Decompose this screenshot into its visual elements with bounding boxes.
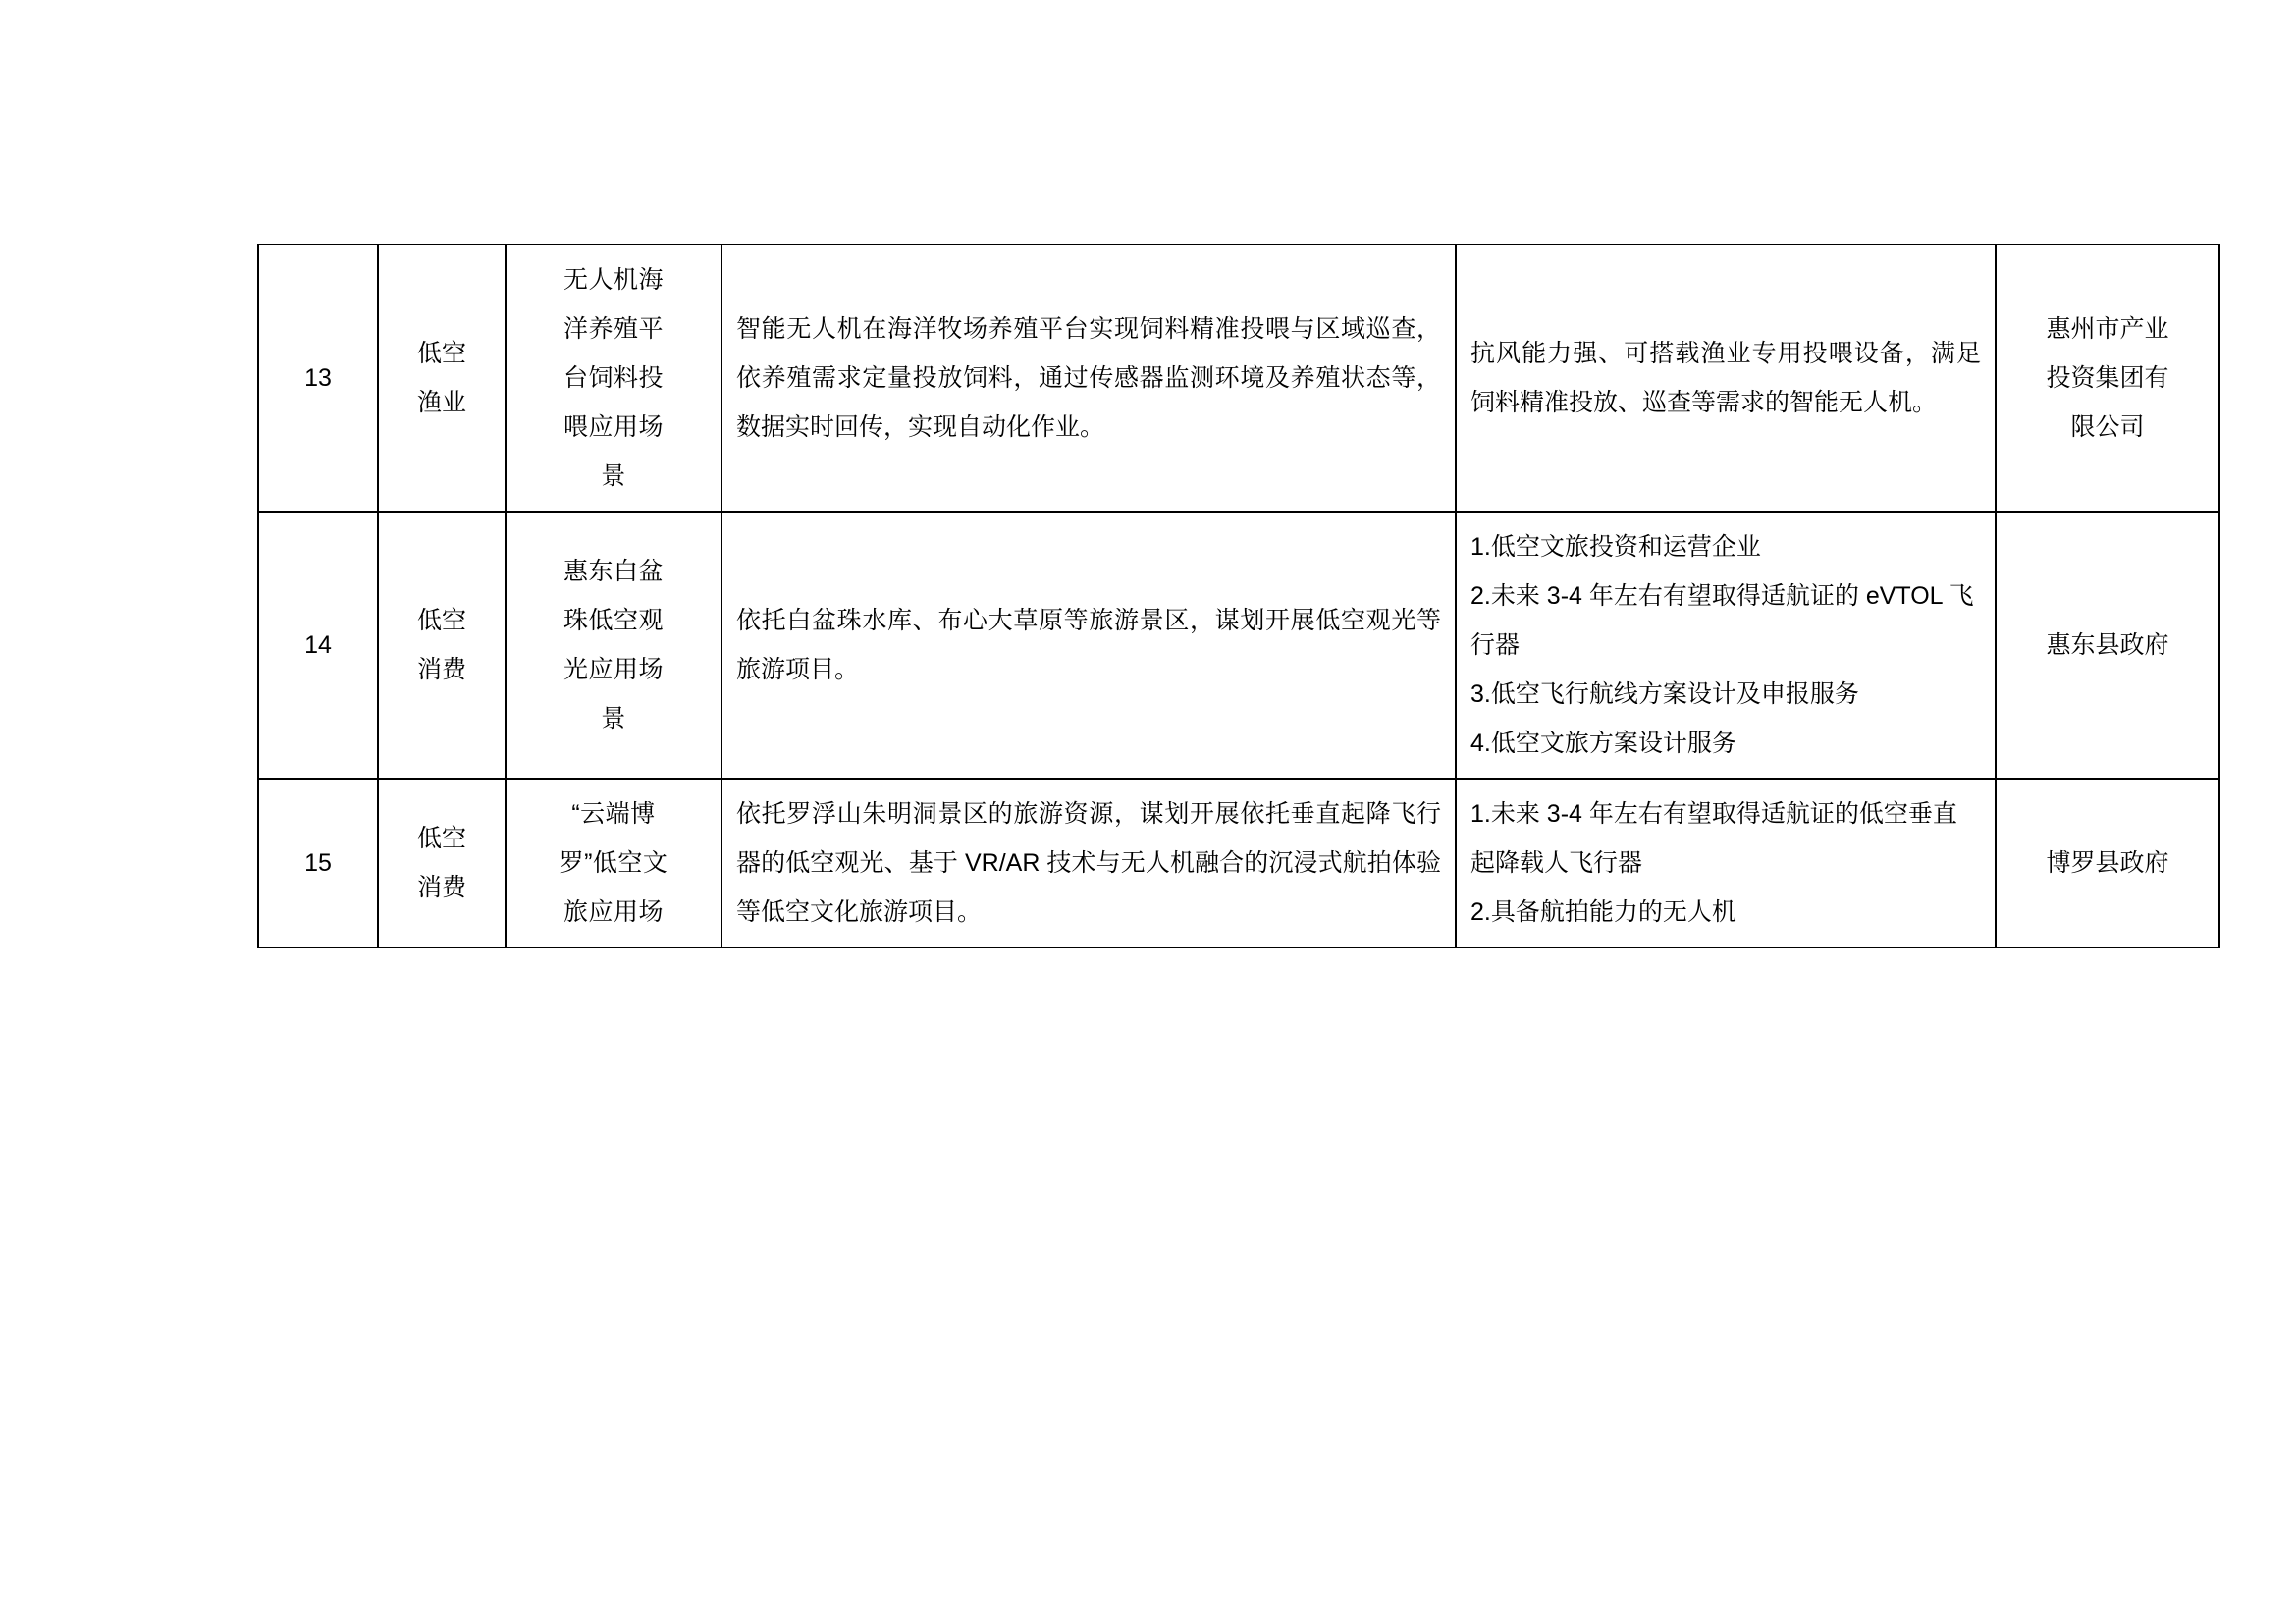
- row-scenario-name-line: “云端博: [571, 800, 656, 828]
- row-scenario-name-line: 罗”低空文: [559, 849, 668, 877]
- row-scenario-name-line: 无人机海: [562, 266, 664, 294]
- row-scenario-name: [506, 779, 721, 947]
- row-unit-line: 限公司: [2070, 413, 2145, 441]
- row-scenario-name-line: 惠东白盆: [562, 558, 664, 585]
- row-description: 依托白盆珠水库、布心大草原等旅游景区，谋划开展低空观光等旅游项目。: [721, 512, 1456, 779]
- row-number: 14: [258, 512, 378, 779]
- row-scenario-name: [506, 244, 721, 512]
- row-needs-item: 1.低空文旅投资和运营企业: [1470, 533, 1761, 561]
- table-row: [258, 512, 2219, 779]
- row-scenario-name-line: 光应用场: [562, 656, 664, 683]
- row-scenario-name-line: 洋养殖平: [562, 315, 664, 343]
- row-needs: [1456, 244, 1996, 512]
- row-unit: [1996, 244, 2219, 512]
- row-unit: [1996, 779, 2219, 947]
- row-scenario-name-line: 景: [601, 462, 626, 490]
- row-unit: [1996, 512, 2219, 779]
- row-scenario-name-line: 珠低空观: [562, 607, 664, 634]
- row-scenario-name: [506, 512, 721, 779]
- row-field-line: 低空: [416, 825, 466, 852]
- row-needs-item: 1.未来 3-4 年左右有望取得适航证的低空垂直起降载人飞行器: [1470, 800, 1957, 877]
- row-field: [378, 779, 506, 947]
- row-needs-item: 抗风能力强、可搭载渔业专用投喂设备，满足饲料精准投放、巡查等需求的智能无人机。: [1470, 340, 1981, 416]
- table-row: [258, 244, 2219, 512]
- row-field-line: 渔业: [416, 389, 466, 416]
- row-number: 13: [258, 244, 378, 512]
- row-unit-line: 惠东县政府: [2046, 631, 2169, 659]
- row-scenario-name-line: 喂应用场: [562, 413, 664, 441]
- row-scenario-name-line: 景: [601, 705, 626, 732]
- row-unit-line: 投资集团有: [2046, 364, 2169, 392]
- table-row: [258, 779, 2219, 947]
- row-field-line: 消费: [416, 874, 466, 901]
- row-unit-line: 博罗县政府: [2046, 849, 2169, 877]
- row-field-line: 消费: [416, 656, 466, 683]
- row-needs: [1456, 779, 1996, 947]
- row-needs-item: 2.未来 3-4 年左右有望取得适航证的 eVTOL 飞行器: [1470, 582, 1974, 659]
- row-field: [378, 244, 506, 512]
- row-scenario-name-line: 台饲料投: [562, 364, 664, 392]
- row-description: 依托罗浮山朱明洞景区的旅游资源，谋划开展依托垂直起降飞行器的低空观光、基于 VR/AR 技术与无人机融合的沉浸式航拍体验等低空文化旅游项目。: [721, 779, 1456, 947]
- row-description: 智能无人机在海洋牧场养殖平台实现饲料精准投喂与区域巡查，依养殖需求定量投放饲料，通过传感器监测环境及养殖状态等，数据实时回传，实现自动化作业。: [721, 244, 1456, 512]
- row-unit-line: 惠州市产业: [2046, 315, 2169, 343]
- row-needs-item: 4.低空文旅方案设计服务: [1470, 730, 1736, 757]
- row-needs-item: 2.具备航拍能力的无人机: [1470, 898, 1736, 926]
- row-field-line: 低空: [416, 607, 466, 634]
- row-needs-item: 3.低空飞行航线方案设计及申报服务: [1470, 680, 1859, 708]
- row-field: [378, 512, 506, 779]
- scenario-table: [257, 244, 2220, 948]
- row-field-line: 低空: [416, 340, 466, 367]
- row-needs: [1456, 512, 1996, 779]
- row-number: 15: [258, 779, 378, 947]
- row-scenario-name-line: 旅应用场: [562, 898, 664, 926]
